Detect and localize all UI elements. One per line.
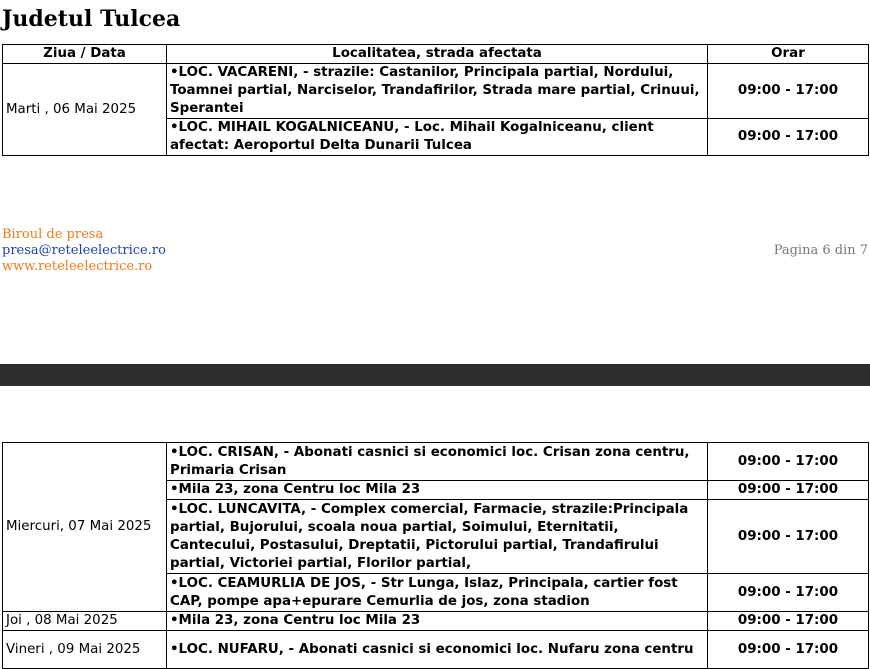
locality-cell: •LOC. CRISAN, - Abonati casnici si economici loc. Crisan zona centru, Primaria Crisan [167,443,708,481]
locality-cell: •LOC. CEAMURLIA DE JOS, - Str Lunga, Islaz, Principala, cartier fost CAP, pompe apa+epurare Cemurlia de jos, zona stadion [167,574,708,612]
date-cell: Miercuri, 07 Mai 2025 [3,443,167,612]
press-contact-block [2,227,166,275]
time-cell: 09:00 - 17:00 [708,631,869,669]
date-cell: Marti , 06 Mai 2025 [3,64,167,156]
locality-cell: •Mila 23, zona Centru loc Mila 23 [167,481,708,500]
county-title: Judetul Tulcea [2,6,181,32]
page-separator [0,364,870,386]
locality-cell: •LOC. VACARENI, - strazile: Castanilor, Principala partial, Nordului, Toamnei partial, Narciselor, Trandafirilor, Strada mare partial, Crinuui, Sperantei [167,64,708,119]
time-cell: 09:00 - 17:00 [708,443,869,481]
date-cell: Joi , 08 Mai 2025 [3,612,167,631]
locality-cell: •LOC. MIHAIL KOGALNICEANU, - Loc. Mihail Kogalniceanu, client afectat: Aeroportul Delta Dunarii Tulcea [167,119,708,156]
locality-cell: •LOC. LUNCAVITA, - Complex comercial, Farmacie, strazile:Principala partial, Bujorului, scoala noua partial, Soimului, Eternitatii, Cantecului, Postasului, Dreptatii, Pictorului partial, Trandafirului partial, Victoriei partial, Florilor partial, [167,500,708,574]
outage-schedule-table-page-6 [2,44,869,156]
time-cell: 09:00 - 17:00 [708,64,869,119]
time-cell: 09:00 - 17:00 [708,500,869,574]
table-header-row [3,45,869,64]
time-cell: 09:00 - 17:00 [708,612,869,631]
table-row [3,612,869,631]
outage-schedule-table-page-7 [2,442,869,669]
time-cell: 09:00 - 17:00 [708,574,869,612]
header-date: Ziua / Data [3,45,167,64]
table-row [3,64,869,119]
table-row [3,631,869,669]
page-number: Pagina 6 din 7 [773,243,868,258]
time-cell: 09:00 - 17:00 [708,119,869,156]
website-link[interactable]: www.reteleelectrice.ro [2,259,153,274]
header-locality: Localitatea, strada afectata [167,45,708,64]
locality-cell: •Mila 23, zona Centru loc Mila 23 [167,612,708,631]
press-email-link[interactable]: presa@reteleelectrice.ro [2,243,166,258]
header-time: Orar [708,45,869,64]
table-row [3,443,869,481]
time-cell: 09:00 - 17:00 [708,481,869,500]
locality-cell: •LOC. NUFARU, - Abonati casnici si economici loc. Nufaru zona centru [167,631,708,669]
press-office-label: Biroul de presa [2,227,104,242]
date-cell: Vineri , 09 Mai 2025 [3,631,167,669]
